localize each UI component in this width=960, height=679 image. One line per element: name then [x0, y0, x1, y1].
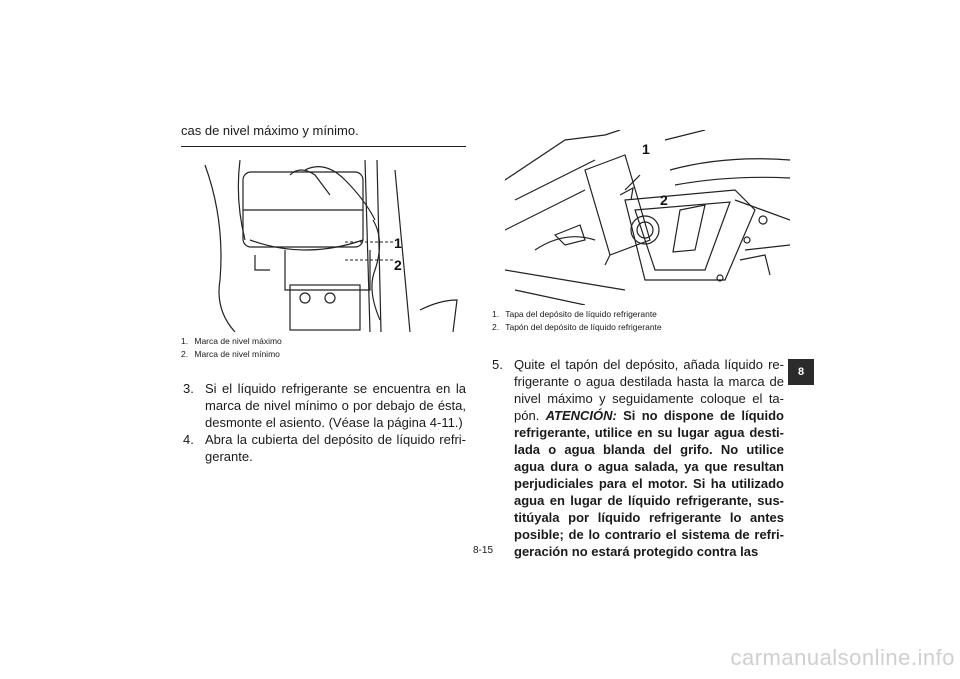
figure-reservoir-cap: [505, 130, 790, 305]
step-5: 5. Quite el tapón del depósito, añada líquido re-frigerante o agua destilada hasta la marca de nivel máximo y seguidamente coloque el ta-pón. ATENCIÓN: Si no dispone de líquido refrigerante, utilice en su lugar agua desti-lada o agua blanda del grifo. No utilice agua dura o agua salada, ya que resultan perjudiciales para el motor. Si ha utilizado agua en lugar de líquido refrigerante, sus-titúyala por líquido refrigerante lo antes posible; de lo contrario el sistema de refri-geración no estará protegido contra las: [492, 357, 784, 559]
page-number: 8-15: [472, 545, 493, 556]
steps-left: [183, 380, 466, 465]
step-3: 3. Si el líquido refrigerante se encuentra en la marca de nivel mínimo o por debajo de ésta, desmonte el asiento. (Véase la página 4-11.): [183, 381, 466, 430]
figure2-callout-2: 2: [660, 192, 668, 208]
caption-item: 1. Marca de nivel máximo: [181, 336, 282, 346]
step5-text: Quite el tapón del depósito, añada líquido re-frigerante o agua destilada hasta la marca de nivel máximo y seguidamente coloque el ta-pón.: [514, 357, 784, 423]
figure-reservoir-levels: [195, 160, 465, 332]
figure1-callout-1: 1: [394, 235, 402, 251]
figure1-callout-2: 2: [394, 257, 402, 273]
figure2-captions: [492, 308, 792, 334]
step-4: 4. Abra la cubierta del depósito de líquido refri-gerante.: [183, 432, 466, 464]
intro-text: cas de nivel máximo y mínimo.: [181, 123, 359, 138]
section-divider: [181, 146, 466, 147]
caption-item: 2. Marca de nivel mínimo: [181, 349, 280, 359]
caption-item: 1. Tapa del depósito de líquido refrigerante: [492, 309, 657, 319]
caption-item: 2. Tapón del depósito de líquido refrigerante: [492, 322, 662, 332]
watermark: carmanualsonline.info: [730, 645, 955, 670]
attention-text: Si no dispone de líquido refrigerante, utilice en su lugar agua desti-lada o agua blanda del grifo. No utilice agua dura o agua salada, ya que resultan perjudiciales para el motor. Si ha utilizado agua en lugar de líquido refrigerante, sus-titúyala por líquido refrigerante lo antes posible; de lo contrario el sistema de refri-geración no estará protegido contra las: [514, 408, 784, 559]
steps-right: [492, 356, 784, 560]
chapter-tab: 8: [788, 359, 814, 385]
attention-label: ATENCIÓN:: [545, 408, 617, 423]
figure1-captions: [181, 335, 466, 361]
figure2-callout-1: 1: [642, 141, 650, 157]
